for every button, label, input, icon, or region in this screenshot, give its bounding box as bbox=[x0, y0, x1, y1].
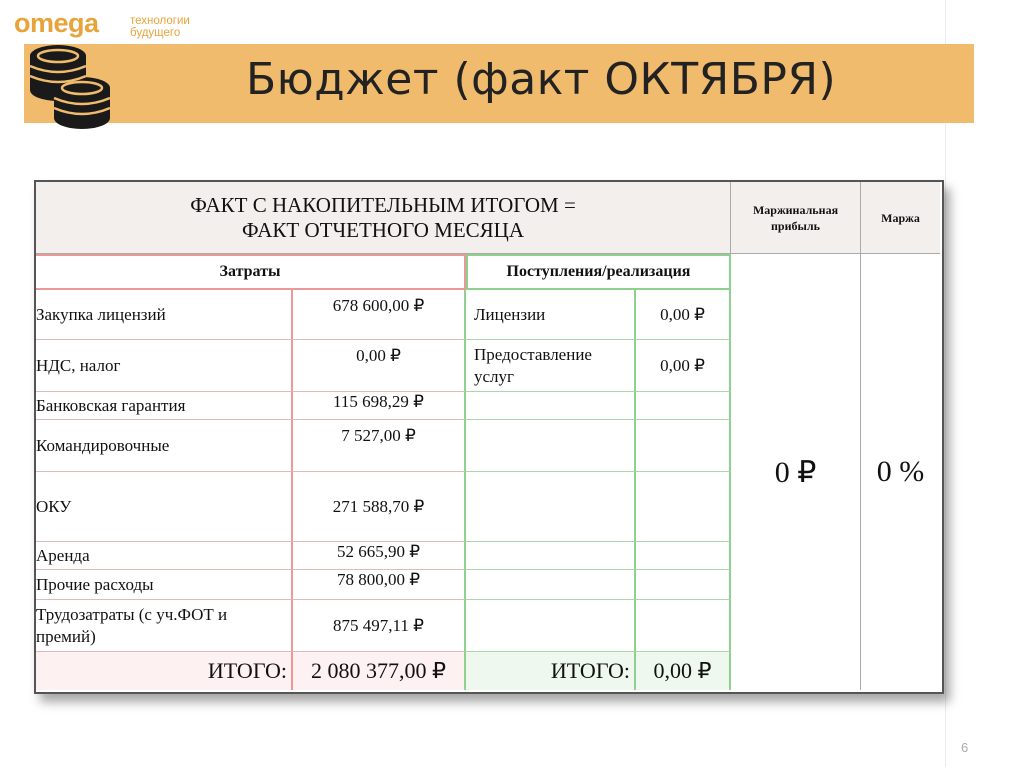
cost-label: ОКУ bbox=[36, 472, 291, 542]
costs-header: Затраты bbox=[36, 254, 466, 290]
income-label: Предоставление услуг bbox=[466, 340, 634, 392]
logo-tagline-line2: будущего bbox=[130, 27, 181, 39]
cost-value: 875 497,11 ₽ bbox=[291, 600, 466, 652]
margin-header: Маржа bbox=[861, 182, 940, 254]
coins-icon bbox=[20, 40, 120, 130]
cost-label: Прочие расходы bbox=[36, 570, 291, 600]
income-empty-value bbox=[634, 472, 731, 542]
income-empty-value bbox=[634, 570, 731, 600]
cost-label: Аренда bbox=[36, 542, 291, 570]
cost-label: Трудозатраты (с уч.ФОТ и премий) bbox=[36, 600, 291, 652]
cost-label: Банковская гарантия bbox=[36, 392, 291, 420]
income-empty-label bbox=[466, 542, 634, 570]
logo-word: omega bbox=[14, 8, 99, 38]
cost-label: Командировочные bbox=[36, 420, 291, 472]
cost-value: 678 600,00 ₽ bbox=[291, 290, 466, 340]
cost-value: 0,00 ₽ bbox=[291, 340, 466, 392]
cost-value: 115 698,29 ₽ bbox=[291, 392, 466, 420]
income-empty-label bbox=[466, 392, 634, 420]
cost-value: 271 588,70 ₽ bbox=[291, 472, 466, 542]
income-empty-label bbox=[466, 472, 634, 542]
cost-value: 7 527,00 ₽ bbox=[291, 420, 466, 472]
main-header-line1: ФАКТ С НАКОПИТЕЛЬНЫМ ИТОГОМ = bbox=[190, 192, 576, 217]
marginal-profit-header: Маржинальная прибыль bbox=[731, 182, 861, 254]
income-empty-label bbox=[466, 420, 634, 472]
income-label: Лицензии bbox=[466, 290, 634, 340]
margin-value: 0 % bbox=[876, 455, 925, 488]
income-empty-value bbox=[634, 600, 731, 652]
income-header: Поступления/реализация bbox=[466, 254, 731, 290]
logo-tagline bbox=[130, 15, 190, 39]
budget-table bbox=[34, 180, 944, 694]
income-empty-value bbox=[634, 392, 731, 420]
slide-title: Бюджет (факт ОКТЯБРЯ) bbox=[246, 54, 837, 105]
marginal-profit-value: 0 ₽ bbox=[731, 254, 861, 690]
income-total-label: ИТОГО: bbox=[466, 652, 634, 690]
cost-value: 52 665,90 ₽ bbox=[291, 542, 466, 570]
main-header-line2: ФАКТ ОТЧЕТНОГО МЕСЯЦА bbox=[241, 217, 525, 242]
cost-label: НДС, налог bbox=[36, 340, 291, 392]
income-empty-value bbox=[634, 542, 731, 570]
table-main-header bbox=[36, 182, 731, 254]
income-value: 0,00 ₽ bbox=[634, 290, 731, 340]
costs-total-value: 2 080 377,00 ₽ bbox=[291, 652, 466, 690]
income-total-value: 0,00 ₽ bbox=[634, 652, 731, 690]
logo-tagline-line1: технологии bbox=[130, 15, 190, 27]
income-empty-value bbox=[634, 420, 731, 472]
costs-total-label: ИТОГО: bbox=[36, 652, 291, 690]
income-empty-label bbox=[466, 570, 634, 600]
cost-label: Закупка лицензий bbox=[36, 290, 291, 340]
cost-value: 78 800,00 ₽ bbox=[291, 570, 466, 600]
page-number: 6 bbox=[961, 740, 969, 755]
income-value: 0,00 ₽ bbox=[634, 340, 731, 392]
income-empty-label bbox=[466, 600, 634, 652]
